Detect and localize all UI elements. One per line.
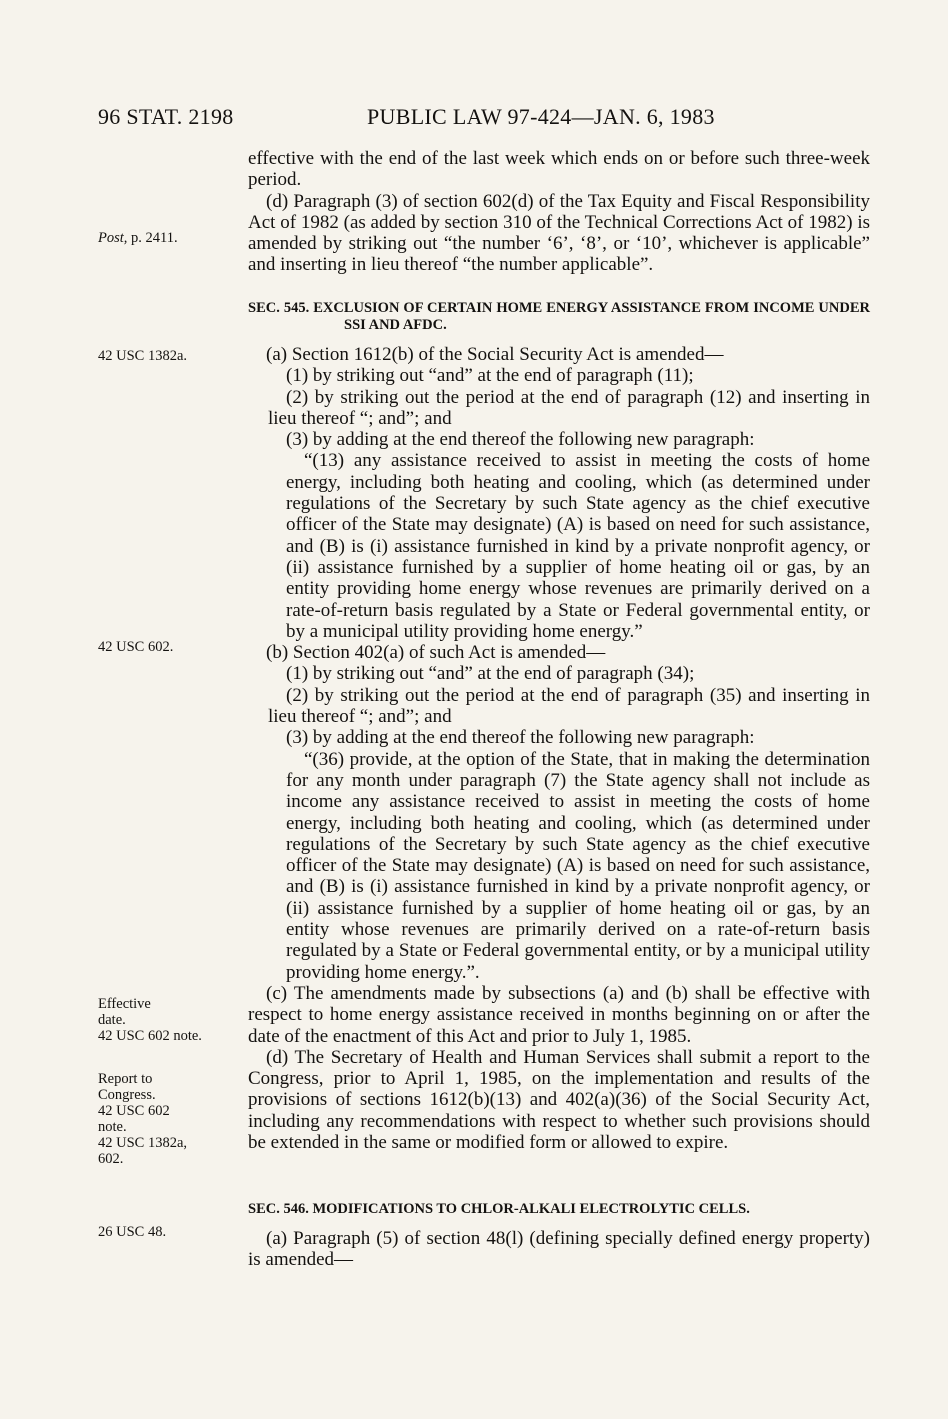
margin-note-line: 42 USC 602 (98, 1103, 170, 1119)
margin-note-1382a: 42 USC 1382a. (98, 348, 188, 364)
subsection-b: (b) Section 402(a) of such Act is amended— (266, 642, 606, 664)
section-545-title: EXCLUSION OF CERTAIN HOME ENERGY ASSISTANCE FROM INCOME UNDER SSI AND AFDC. (313, 300, 870, 333)
margin-note-line: 602. (98, 1151, 124, 1167)
subsection-d: (d) The Secretary of Health and Human Services shall submit a report to the Congress, prior to April 1, 1985, on the implementation and results of the provisions of sections 1612(b)(13) and 402(a)(36) of the Social Security Act, including any recommendations with respect to whether such provisions should be extended in the same or modified form or allowed to expire. (248, 1046, 870, 1153)
paragraph-d-544: (d) Paragraph (3) of section 602(d) of the Tax Equity and Fiscal Responsibility Act of 1982 (as added by section 310 of the Technical Corrections Act of 1982) is amended by striking out “the number ‘6’, ‘8’, or ‘10’, whichever is applicable” and inserting in lieu thereof “the number applicable”. (248, 190, 870, 276)
section-546-title: SEC. 546. MODIFICATIONS TO CHLOR-ALKALI ELECTROLYTIC CELLS. (248, 1201, 750, 1217)
margin-note-effective (98, 996, 238, 1044)
clause-b-2: (2) by striking out the period at the end of paragraph (35) and inserting in lieu thereof “; and”; and (268, 684, 870, 728)
running-head: PUBLIC LAW 97-424—JAN. 6, 1983 (367, 104, 715, 129)
margin-note-line: 42 USC 1382a, (98, 1135, 188, 1151)
clause-a-3: (3) by adding at the end thereof the following new paragraph: (286, 429, 755, 451)
clause-a-1: (1) by striking out “and” at the end of paragraph (11); (286, 365, 694, 387)
margin-note-line: Effective (98, 996, 151, 1012)
clause-b-1: (1) by striking out “and” at the end of paragraph (34); (286, 663, 695, 685)
clause-a-2: (2) by striking out the period at the end of paragraph (12) and inserting in lieu thereof “; and”; and (268, 386, 870, 429)
clause-b-3: (3) by adding at the end thereof the following new paragraph: (286, 727, 755, 749)
section-546-heading (248, 1201, 870, 1218)
paragraph-intro: effective with the end of the last week which ends on or before such three-week period. (248, 148, 870, 191)
margin-note-post-italic: Post, (98, 230, 128, 246)
margin-note-report (98, 1071, 238, 1167)
margin-note-602: 42 USC 602. (98, 639, 174, 655)
new-paragraph-13: “(13) any assistance received to assist in meeting the costs of home energy, including both heating and cooling, which (as determined under regulations of the Secretary by such State agency as the chief executive officer of the State may designate) (A) is based on need for such assistance, and (B) is (i) assistance furnished in kind by a private nonprofit agency, or (ii) assistance furnished by a supplier of home heating oil or gas, by an entity providing home energy whose revenues are primarily derived on a rate-of-return basis regulated by a State or Federal governmental entity, or by a municipal utility providing home energy.” (286, 450, 870, 642)
margin-note-post (98, 230, 238, 246)
margin-note-line: note. (98, 1119, 127, 1135)
body-block-3 (248, 1228, 870, 1271)
margin-note-post-page: p. 2411. (127, 230, 178, 246)
margin-note-line: Report to (98, 1071, 153, 1087)
new-paragraph-36: “(36) provide, at the option of the State, that in making the determination for any month under paragraph (7) the State agency shall not include as income any assistance received to assist in meeting the costs of home energy, including both heating and cooling, which (as determined under regulations of the Secretary by such State agency as the chief executive officer of the State may designate) (A) is based on need for such assistance, and (B) is (i) assistance furnished in kind by a private nonprofit agency, or (ii) assistance furnished by a supplier of home heating oil or gas, by an entity whose revenues are primarily derived on a rate-of-return basis regulated by a State or Federal governmental entity, or by a municipal utility providing home energy.”. (286, 748, 870, 983)
section-546-a: (a) Paragraph (5) of section 48(l) (defining specially defined energy property) is amended— (248, 1228, 870, 1271)
margin-note-48: 26 USC 48. (98, 1224, 167, 1240)
margin-note-line: Congress. (98, 1087, 156, 1103)
body-block-2 (248, 344, 870, 1153)
body-block-1 (248, 148, 870, 276)
subsection-a: (a) Section 1612(b) of the Social Security Act is amended— (266, 344, 724, 365)
section-545-number: SEC. 545. (248, 300, 310, 316)
margin-note-line: date. (98, 1012, 126, 1028)
section-545-heading (248, 300, 870, 334)
margin-note-line: 42 USC 602 note. (98, 1028, 202, 1044)
statute-citation: 96 STAT. 2198 (98, 104, 234, 129)
subsection-c: (c) The amendments made by subsections (a) and (b) shall be effective with respect to home energy assistance received in months beginning on or after the date of the enactment of this Act and prior to July 1, 1985. (248, 982, 870, 1047)
